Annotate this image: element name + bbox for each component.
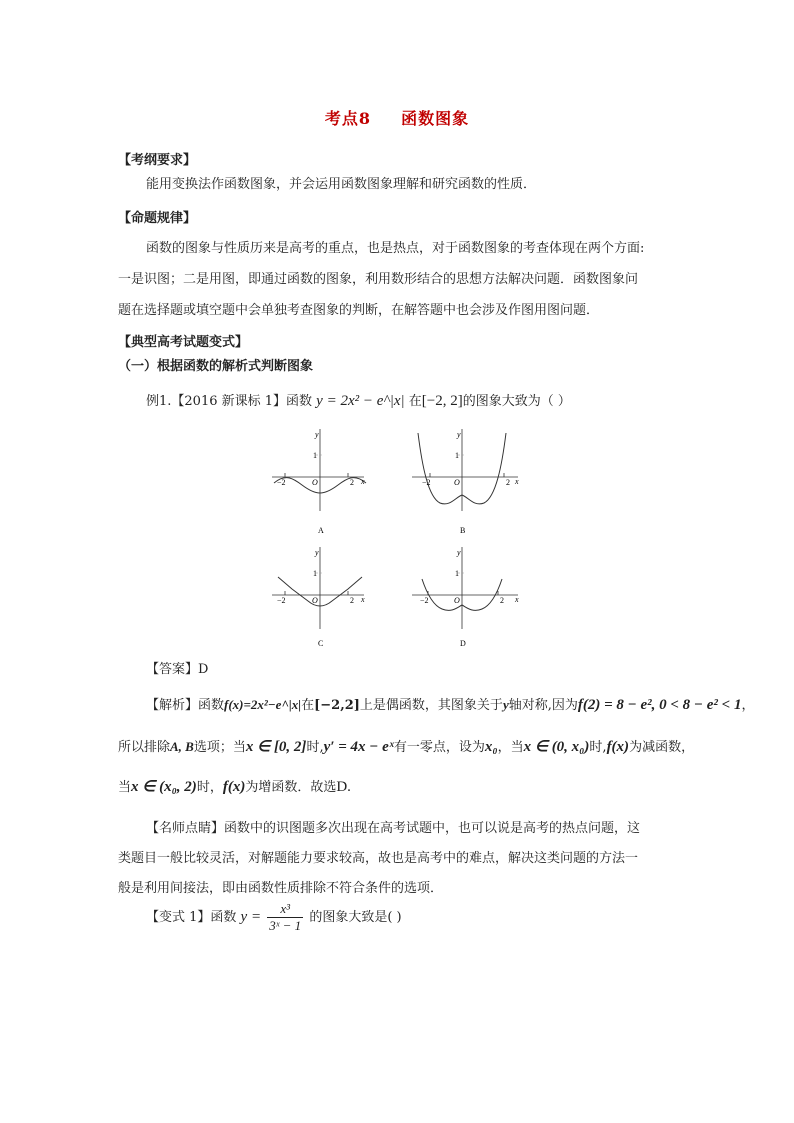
neg2-label: −2 [277, 478, 286, 487]
graph-b [412, 429, 519, 535]
syllabus-text: 能用变换法作函数图象，并会运用函数图象理解和研究函数的性质． [146, 177, 537, 192]
variant-1-prefix: 【变式 1】函数 [146, 910, 237, 925]
analysis-x0: x₀ [484, 739, 498, 755]
teacher-note-line-2: 类题目一般比较灵活，对解题能力要求较高，故也是高考中的难点，解决这类问题的方法一 [118, 851, 639, 866]
teacher-note-line-1: 【名师点睛】函数中的识图题多次出现在高考试题中，也可以说是高考的热点问题，这 [146, 821, 641, 836]
one-label: 1 [455, 451, 459, 460]
option-label-b: B [460, 526, 466, 535]
one-label: 1 [313, 569, 317, 578]
title-topic-number: 考点8 [324, 109, 372, 128]
variant-1-fraction [267, 901, 303, 934]
example-1 [146, 390, 571, 410]
graph-d [412, 547, 519, 648]
one-label: 1 [313, 451, 317, 460]
options-figure [268, 425, 528, 655]
axis-y-label: y [315, 548, 319, 557]
analysis-ab: A, B [170, 739, 194, 754]
example-1-suffix: 的图象大致为（ ） [462, 394, 571, 409]
axis-y-label: y [457, 430, 461, 439]
analysis-fx2: f(x) [606, 739, 630, 755]
title-topic-name: 函数图象 [401, 109, 470, 128]
origin-label: O [312, 478, 318, 487]
analysis-eq: f(2) = 8 − e², 0 < 8 − e² < 1 [577, 697, 742, 713]
axis-x-label: x [515, 477, 519, 486]
axis-y-label: y [457, 548, 461, 557]
option-label-d: D [460, 639, 466, 648]
neg2-label: −2 [422, 478, 431, 487]
sub-heading: （一）根据函数的解析式判断图象 [118, 359, 314, 374]
pattern-heading: 【命题规律】 [118, 211, 197, 226]
axis-x-label: x [361, 595, 365, 604]
analysis-prefix: 【解析】函数 [146, 698, 225, 713]
variant-1 [146, 901, 402, 934]
analysis-text: 在 [301, 698, 315, 713]
example-1-mid: 在 [408, 394, 422, 409]
axis-y-label: y [315, 430, 319, 439]
fraction-numerator: x³ [267, 901, 303, 918]
analysis-fx: f(x)=2x²−e^|x| [224, 697, 302, 712]
option-label-c: C [318, 639, 324, 648]
variant-1-suffix: 的图象大致是( ) [309, 910, 402, 925]
analysis-text: 时, [589, 740, 607, 755]
analysis-cond2: x ∈ (0, x₀) [523, 739, 590, 755]
answer: 【答案】D [146, 662, 209, 677]
pattern-line-1: 函数的图象与性质历来是高考的重点，也是热点，对于函数图象的考查体现在两个方面: [146, 241, 645, 256]
pos2-label: 2 [350, 596, 354, 605]
pattern-line-2: 一是识图；二是用图，即通过函数的图象，利用数形结合的思想方法解决问题．函数图象问 [118, 272, 639, 287]
analysis-text: 有一零点，设为 [393, 740, 485, 755]
analysis-cond3: x ∈ (x₀, 2) [131, 779, 197, 795]
option-label-a: A [318, 526, 324, 535]
analysis-line-2 [118, 736, 694, 756]
one-label: 1 [455, 569, 459, 578]
analysis-cond: x ∈ [0, 2] [245, 739, 307, 755]
analysis-text: 时, [306, 740, 324, 755]
analysis-text: 当 [118, 780, 132, 795]
graph-c [272, 547, 365, 648]
analysis-deriv: y′ = 4x − eˣ [323, 739, 394, 755]
example-1-interval: [−2, 2] [421, 393, 463, 409]
analysis-text: 为增函数．故选 [245, 780, 337, 795]
analysis-text: 选项；当 [193, 740, 246, 755]
analysis-fx3: f(x) [222, 779, 246, 795]
axis-x-label: x [361, 477, 365, 486]
pos2-label: 2 [500, 596, 504, 605]
neg2-label: −2 [277, 596, 286, 605]
analysis-text: 为减函数， [629, 740, 695, 755]
analysis-text: 时， [196, 780, 223, 795]
analysis-y: y [502, 697, 509, 712]
analysis-text: 所以排除 [118, 740, 171, 755]
variant-1-y: y = [240, 909, 262, 925]
origin-label: O [312, 596, 318, 605]
analysis-choice: D. [336, 779, 351, 795]
example-1-prefix: 例1.【2016 新课标 1】函数 [146, 394, 313, 409]
pattern-line-3: 题在选择题或填空题中会单独考查图象的判断，在解答题中也会涉及作图用图问题． [118, 303, 600, 318]
analysis-line-1 [146, 694, 755, 714]
axis-x-label: x [515, 595, 519, 604]
teacher-note-line-3: 般是利用间接法，即由函数性质排除不符合条件的选项． [118, 881, 444, 896]
analysis-line-3 [118, 776, 351, 796]
page-title [0, 106, 794, 129]
analysis-text: ，当 [497, 740, 524, 755]
origin-label: O [454, 596, 460, 605]
graph-a [272, 429, 366, 535]
analysis-text: ， [741, 698, 755, 713]
origin-label: O [454, 478, 460, 487]
pos2-label: 2 [506, 478, 510, 487]
analysis-interval: [−2,2] [314, 698, 360, 713]
analysis-text: 轴对称,因为 [508, 698, 578, 713]
fraction-denominator: 3ˣ − 1 [269, 918, 302, 933]
pos2-label: 2 [350, 478, 354, 487]
analysis-text: 上是偶函数，其图象关于 [359, 698, 503, 713]
typical-heading: 【典型高考试题变式】 [118, 335, 249, 350]
neg2-label: −2 [420, 596, 429, 605]
syllabus-heading: 【考纲要求】 [118, 153, 197, 168]
example-1-formula: y = 2x² − e^|x| [316, 393, 405, 409]
